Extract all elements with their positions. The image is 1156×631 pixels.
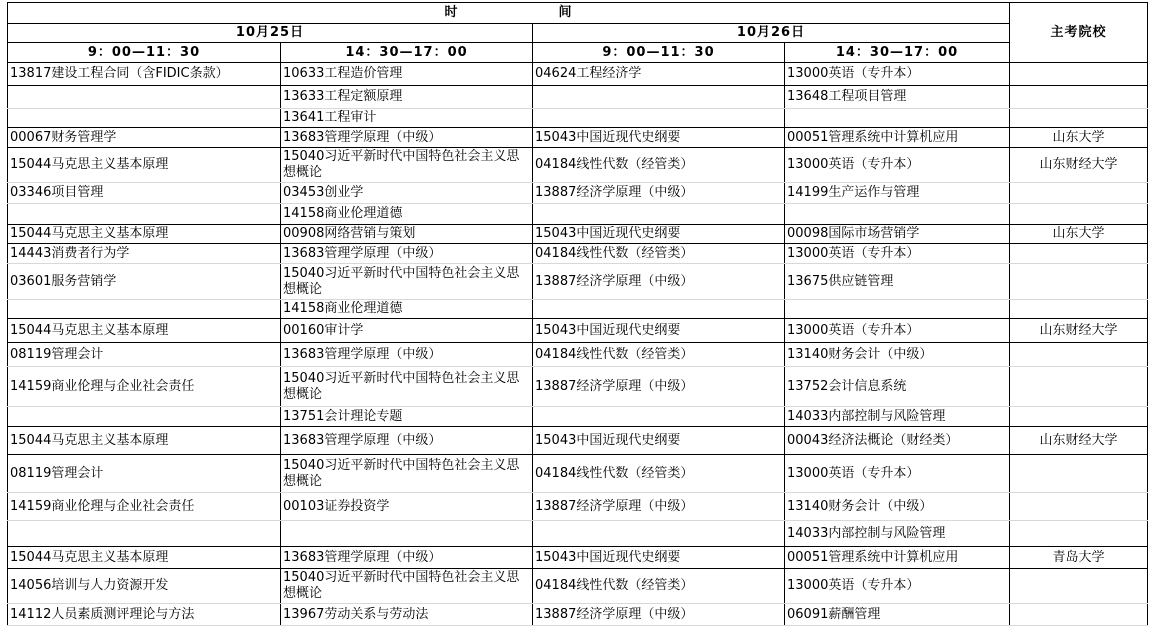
course-cell [8,521,281,547]
course-cell: 13140财务会计（中级） [785,343,1010,367]
table-row [8,148,1148,183]
course-cell: 15044马克思主义基本原理 [8,148,281,183]
course-cell: 00103证券投资学 [281,493,533,521]
course-cell [8,204,281,225]
course-cell: 15044马克思主义基本原理 [8,319,281,343]
school-header: 主考院校 [1010,3,1148,63]
course-cell: 15043中国近现代史纲要 [533,225,785,244]
school-cell [1010,300,1148,319]
course-cell: 13817建设工程合同（含FIDIC条款） [8,63,281,86]
course-cell: 15040习近平新时代中国特色社会主义思想概论 [281,264,533,300]
day-header-2: 10月26日 [533,24,1010,43]
course-cell: 13633工程定额原理 [281,86,533,109]
course-cell: 13000英语（专升本） [785,319,1010,343]
course-cell: 00043经济法概论（财经类） [785,427,1010,455]
course-cell: 08119管理会计 [8,455,281,493]
course-cell: 04184线性代数（经管类） [533,148,785,183]
course-cell: 13000英语（专升本） [785,148,1010,183]
day-header-1: 10月25日 [8,24,533,43]
time-header [8,3,1010,24]
school-cell: 山东大学 [1010,225,1148,244]
course-cell: 13752会计信息系统 [785,367,1010,407]
course-cell: 14033内部控制与风险管理 [785,407,1010,427]
course-cell [533,407,785,427]
course-cell: 15040习近平新时代中国特色社会主义思想概论 [281,148,533,183]
school-cell: 山东大学 [1010,128,1148,148]
course-cell: 13887经济学原理（中级） [533,183,785,204]
course-cell: 14158商业伦理道德 [281,204,533,225]
table-row [8,63,1148,86]
table-row [8,86,1148,109]
header-row-sessions [8,43,1148,63]
course-cell: 15043中国近现代史纲要 [533,319,785,343]
course-cell: 04624工程经济学 [533,63,785,86]
header-row-days [8,24,1148,43]
table-row [8,183,1148,204]
table-row [8,128,1148,148]
school-cell [1010,86,1148,109]
course-cell: 03453创业学 [281,183,533,204]
table-row [8,604,1148,626]
course-cell: 14158商业伦理道德 [281,300,533,319]
time-header-char-2: 间 [558,5,573,20]
school-cell [1010,604,1148,626]
course-cell: 13967劳动关系与劳动法 [281,604,533,626]
school-cell [1010,109,1148,128]
course-cell: 13683管理学原理（中级） [281,427,533,455]
school-cell [1010,367,1148,407]
course-cell: 14443消费者行为学 [8,244,281,264]
table-row [8,407,1148,427]
table-row [8,427,1148,455]
school-cell [1010,569,1148,604]
table-row [8,109,1148,128]
course-cell [533,86,785,109]
course-cell: 03346项目管理 [8,183,281,204]
course-cell [8,300,281,319]
table-row [8,521,1148,547]
session-header: 14：30—17：00 [785,43,1010,63]
time-header-char-1: 时 [444,5,459,20]
course-cell [8,109,281,128]
course-cell: 13000英语（专升本） [785,63,1010,86]
course-cell: 06091薪酬管理 [785,604,1010,626]
course-cell: 00067财务管理学 [8,128,281,148]
course-cell: 14159商业伦理与企业社会责任 [8,493,281,521]
course-cell [533,521,785,547]
course-cell [8,407,281,427]
course-cell: 00908网络营销与策划 [281,225,533,244]
course-cell [281,521,533,547]
course-cell [533,109,785,128]
course-cell: 00051管理系统中计算机应用 [785,128,1010,148]
school-cell: 山东财经大学 [1010,427,1148,455]
school-cell [1010,521,1148,547]
course-cell: 15040习近平新时代中国特色社会主义思想概论 [281,367,533,407]
table-row [8,244,1148,264]
school-cell [1010,63,1148,86]
table-row [8,300,1148,319]
course-cell: 13000英语（专升本） [785,569,1010,604]
session-header: 9：00—11：30 [8,43,281,63]
table-row [8,319,1148,343]
course-cell: 00098国际市场营销学 [785,225,1010,244]
table-row [8,493,1148,521]
exam-schedule-table [7,2,1148,626]
course-cell: 13887经济学原理（中级） [533,367,785,407]
course-cell: 04184线性代数（经管类） [533,455,785,493]
school-cell [1010,244,1148,264]
course-cell: 13683管理学原理（中级） [281,343,533,367]
course-cell: 03601服务营销学 [8,264,281,300]
school-cell [1010,455,1148,493]
course-cell: 13140财务会计（中级） [785,493,1010,521]
course-cell: 04184线性代数（经管类） [533,569,785,604]
course-cell [533,300,785,319]
course-cell: 14033内部控制与风险管理 [785,521,1010,547]
session-header: 14：30—17：00 [281,43,533,63]
school-cell [1010,407,1148,427]
table-row [8,343,1148,367]
course-cell: 14159商业伦理与企业社会责任 [8,367,281,407]
school-cell [1010,264,1148,300]
school-cell [1010,204,1148,225]
course-cell: 13641工程审计 [281,109,533,128]
course-cell: 15040习近平新时代中国特色社会主义思想概论 [281,569,533,604]
table-row [8,569,1148,604]
school-cell [1010,343,1148,367]
course-cell: 08119管理会计 [8,343,281,367]
header-row-time [8,3,1148,24]
course-cell: 14112人员素质测评理论与方法 [8,604,281,626]
table-row [8,264,1148,300]
school-cell [1010,493,1148,521]
course-cell: 15043中国近现代史纲要 [533,427,785,455]
school-cell: 山东财经大学 [1010,319,1148,343]
course-cell: 00051管理系统中计算机应用 [785,547,1010,569]
course-cell [785,204,1010,225]
course-cell: 10633工程造价管理 [281,63,533,86]
school-cell: 山东财经大学 [1010,148,1148,183]
course-cell: 13683管理学原理（中级） [281,128,533,148]
course-cell: 04184线性代数（经管类） [533,343,785,367]
school-cell [1010,183,1148,204]
course-cell: 13683管理学原理（中级） [281,244,533,264]
course-cell: 15040习近平新时代中国特色社会主义思想概论 [281,455,533,493]
course-cell [533,204,785,225]
course-cell: 13751会计理论专题 [281,407,533,427]
course-cell: 14199生产运作与管理 [785,183,1010,204]
course-cell: 13000英语（专升本） [785,455,1010,493]
course-cell: 15043中国近现代史纲要 [533,128,785,148]
course-cell: 13648工程项目管理 [785,86,1010,109]
course-cell [8,86,281,109]
course-cell: 13887经济学原理（中级） [533,493,785,521]
table-row [8,204,1148,225]
table-row [8,367,1148,407]
course-cell: 13000英语（专升本） [785,244,1010,264]
table-row [8,455,1148,493]
course-cell: 13887经济学原理（中级） [533,604,785,626]
session-header: 9：00—11：30 [533,43,785,63]
course-cell: 13683管理学原理（中级） [281,547,533,569]
table-row [8,547,1148,569]
course-cell: 04184线性代数（经管类） [533,244,785,264]
course-cell [785,300,1010,319]
school-cell: 青岛大学 [1010,547,1148,569]
course-cell: 14056培训与人力资源开发 [8,569,281,604]
course-cell: 15044马克思主义基本原理 [8,427,281,455]
course-cell [785,109,1010,128]
table-row [8,225,1148,244]
course-cell: 13675供应链管理 [785,264,1010,300]
course-cell: 15044马克思主义基本原理 [8,225,281,244]
course-cell: 13887经济学原理（中级） [533,264,785,300]
course-cell: 15044马克思主义基本原理 [8,547,281,569]
course-cell: 00160审计学 [281,319,533,343]
course-cell: 15043中国近现代史纲要 [533,547,785,569]
